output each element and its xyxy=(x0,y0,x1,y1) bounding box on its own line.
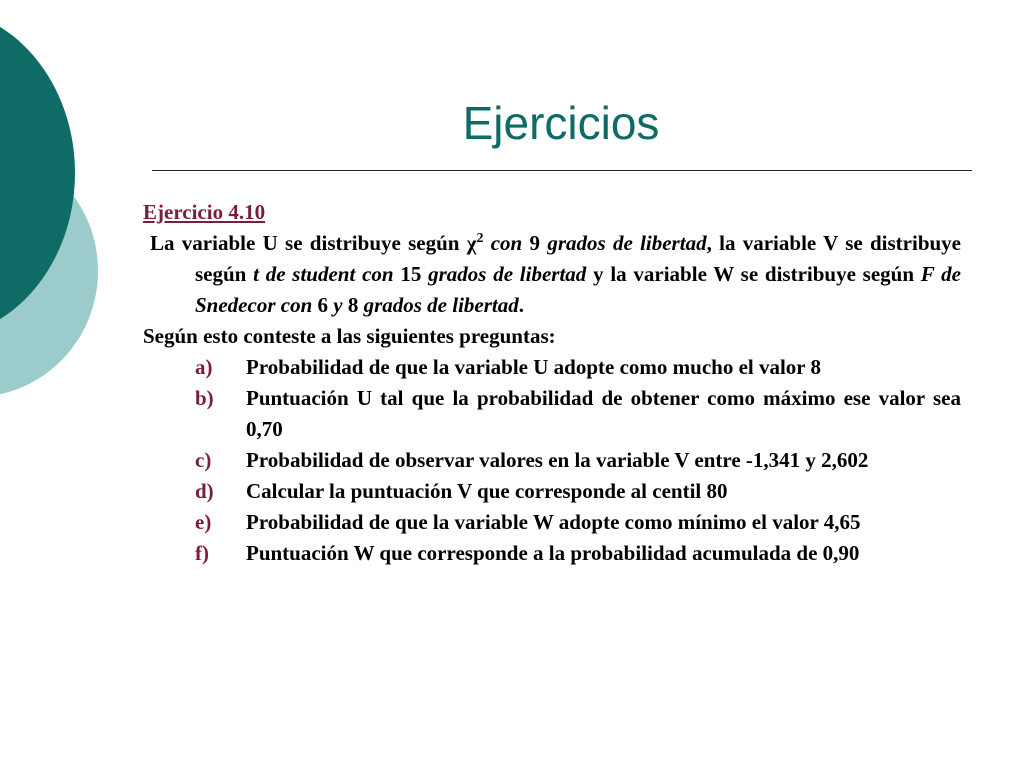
question-intro: Según esto conteste a las siguientes preguntas: xyxy=(143,324,556,348)
question-text: Probabilidad de que la variable W adopte como mínimo el valor 4,65 xyxy=(246,510,861,534)
question-item xyxy=(143,445,961,476)
statement-italic: y xyxy=(333,293,343,317)
question-item xyxy=(143,383,961,445)
question-marker: a) xyxy=(195,355,213,379)
statement-italic: t de student con xyxy=(253,262,394,286)
question-item xyxy=(143,507,961,538)
question-marker: e) xyxy=(195,510,212,534)
question-marker: c) xyxy=(195,448,212,472)
question-item xyxy=(143,352,961,383)
statement-text: 8 xyxy=(342,293,364,317)
exercise-heading: Ejercicio 4.10 xyxy=(143,200,266,224)
statement-italic: F de Snedecor con xyxy=(195,262,962,317)
chi-exponent: 2 xyxy=(476,231,484,246)
question-text: Puntuación U tal que la probabilidad de obtener como máximo ese valor sea 0,70 xyxy=(246,386,961,441)
statement-italic: grados de libertad xyxy=(547,231,707,255)
question-item xyxy=(143,538,961,569)
statement-text: La variable U se distribuye según xyxy=(150,231,467,255)
question-item xyxy=(143,476,961,507)
question-text: Probabilidad de observar valores en la variable V entre -1,341 y 2,602 xyxy=(246,448,869,472)
statement-text: , la variable V se distribuye según xyxy=(195,231,962,286)
statement-text: y la variable W se distribuye según xyxy=(586,262,921,286)
statement-text: 6 xyxy=(312,293,334,317)
question-marker: f) xyxy=(195,541,209,565)
exercise-statement xyxy=(143,228,961,321)
question-text: Calcular la puntuación V que corresponde al centil 80 xyxy=(246,479,728,503)
slide-body xyxy=(143,197,961,569)
statement-text: 15 xyxy=(393,262,429,286)
statement-text: . xyxy=(518,293,524,317)
statement-italic: con xyxy=(483,231,523,255)
question-marker: d) xyxy=(195,479,214,503)
statement-italic: grados de libertad xyxy=(428,262,587,286)
statement-italic: grados de libertad xyxy=(363,293,519,317)
slide-title: Ejercicios xyxy=(462,97,660,149)
chi-symbol: χ xyxy=(466,231,477,255)
question-text: Probabilidad de que la variable U adopte como mucho el valor 8 xyxy=(246,355,821,379)
question-marker: b) xyxy=(195,386,214,410)
question-text: Puntuación W que corresponde a la probabilidad acumulada de 0,90 xyxy=(246,541,860,565)
question-list xyxy=(143,352,961,569)
statement-text: 9 xyxy=(522,231,548,255)
title-divider xyxy=(152,170,972,171)
